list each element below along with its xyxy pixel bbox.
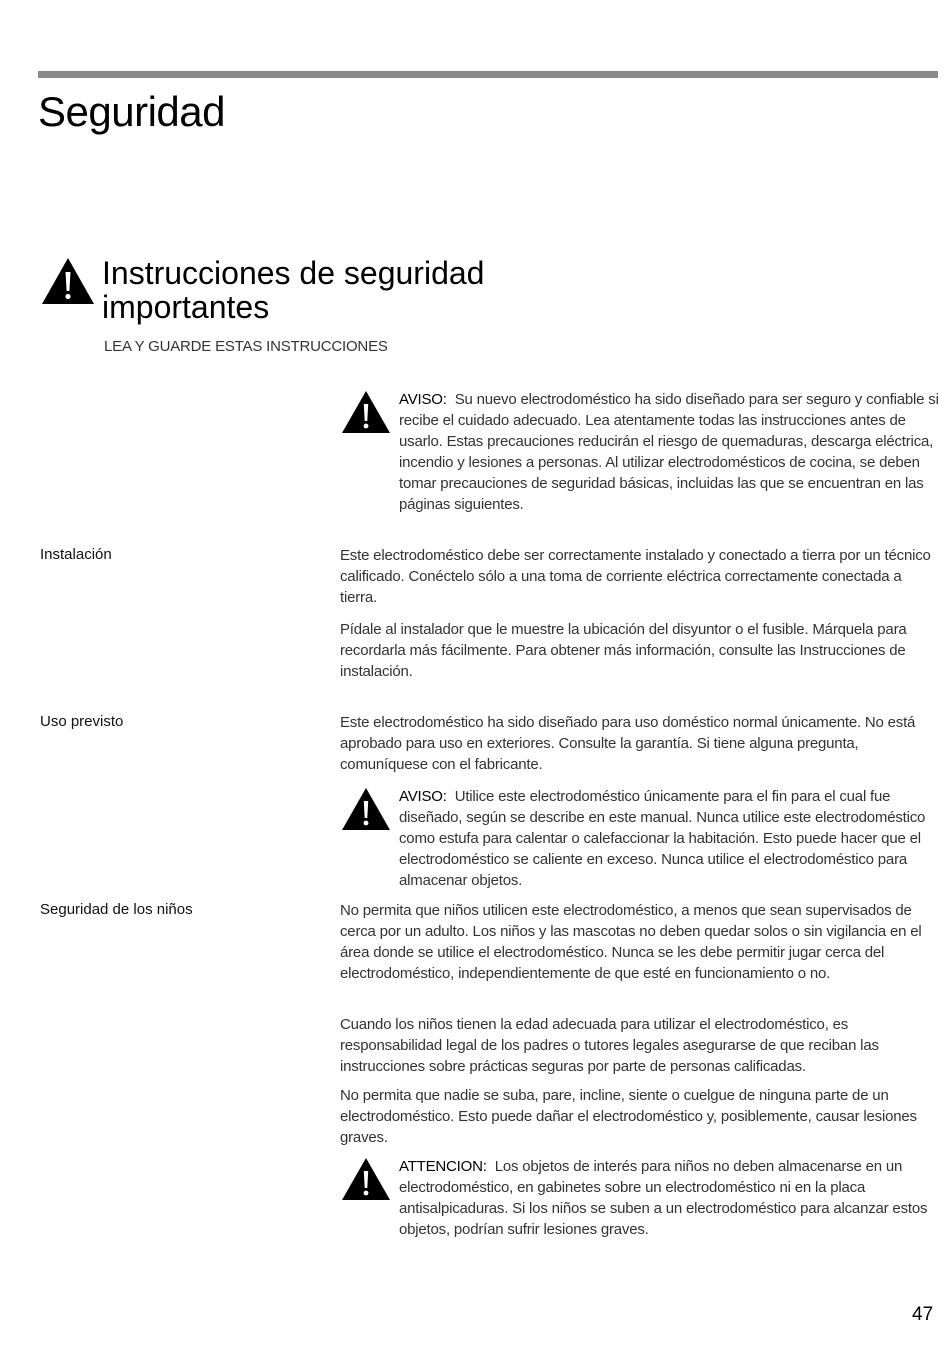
intro-warning	[342, 389, 942, 515]
warning-label: AVISO:	[399, 788, 447, 805]
ninos-warning	[342, 1156, 942, 1240]
row-label-ninos: Seguridad de los niños	[40, 901, 193, 918]
warning-triangle-icon	[342, 788, 390, 830]
ninos-paragraph-1: No permita que niños utilicen este electrodoméstico, a menos que sean supervisados de cerca por un adulto. Los niños y las mascotas no deben quedar solos o sin vigilancia en el área donde se utilice el electrodoméstico. Nunca se les debe permitir jugar cerca del electrodoméstico, independientemente de que esté en funcionamiento o no.	[340, 902, 922, 982]
warning-text	[399, 786, 942, 891]
warning-label: ATTENCION:	[399, 1158, 487, 1175]
uso-previsto-warning	[342, 786, 942, 891]
ninos-paragraph-2: Cuando los niños tienen la edad adecuada para utilizar el electrodoméstico, es responsabilidad legal de los padres o tutores legales asegurarse de que reciban las instrucciones sobre prácticas seguras por parte de personas calificadas.	[340, 1016, 879, 1075]
row-label-instalacion: Instalación	[40, 546, 112, 563]
warning-body: Los objetos de interés para niños no deben almacenarse en un electrodoméstico, en gabinetes sobre un electrodoméstico ni en la placa antisalpicaduras. Si los niños se suben a un electrodoméstico para alcanzar estos objetos, podrían sufrir lesiones graves.	[399, 1158, 928, 1238]
warning-text	[399, 1156, 942, 1240]
section-subtitle: LEA Y GUARDE ESTAS INSTRUCCIONES	[104, 338, 388, 355]
instalacion-paragraph-2: Pídale al instalador que le muestre la ubicación del disyuntor o el fusible. Márquela para recordarla más fácilmente. Para obtener más información, consulte las Instrucciones de instalación.	[340, 621, 907, 680]
warning-body: Utilice este electrodoméstico únicamente para el fin para el cual fue diseñado, según se describe en este manual. Nunca utilice este electrodoméstico como estufa para calentar o calefaccionar la habitación. Esto puede hacer que el electrodoméstico se caliente en exceso. Nunca utilice el electrodoméstico para almacenar objetos.	[399, 788, 926, 889]
header-rule	[38, 71, 938, 78]
warning-text	[399, 389, 942, 515]
page-number: 47	[912, 1304, 934, 1325]
uso-previsto-paragraph-1: Este electrodoméstico ha sido diseñado para uso doméstico normal únicamente. No está aprobado para uso en exteriores. Consulte la garantía. Si tiene alguna pregunta, comuníquese con el fabricante.	[340, 714, 916, 773]
warning-triangle-icon	[342, 1158, 390, 1200]
section-title: Instrucciones de seguridad importantes	[102, 255, 485, 325]
row-label-uso-previsto: Uso previsto	[40, 713, 124, 730]
page-title: Seguridad	[38, 88, 225, 135]
ninos-paragraph-3: No permita que nadie se suba, pare, incline, siente o cuelgue de ninguna parte de un electrodoméstico. Esto puede dañar el electrodoméstico y, posiblemente, causar lesiones graves.	[340, 1087, 917, 1146]
warning-triangle-icon	[342, 391, 390, 433]
warning-triangle-icon	[42, 258, 94, 304]
instalacion-paragraph-1: Este electrodoméstico debe ser correctamente instalado y conectado a tierra por un técnico calificado. Conéctelo sólo a una toma de corriente eléctrica correctamente conectada a tierra.	[340, 547, 931, 606]
warning-body: Su nuevo electrodoméstico ha sido diseñado para ser seguro y confiable si recibe el cuidado adecuado. Lea atentamente todas las instrucciones antes de usarlo. Estas precauciones reducirán el riesgo de quemaduras, descarga eléctrica, incendio y lesiones a personas. Al utilizar electrodomésticos de cocina, se deben tomar precauciones de seguridad básicas, incluidas las que se encuentran en las páginas siguientes.	[399, 391, 939, 513]
warning-label: AVISO:	[399, 391, 447, 408]
